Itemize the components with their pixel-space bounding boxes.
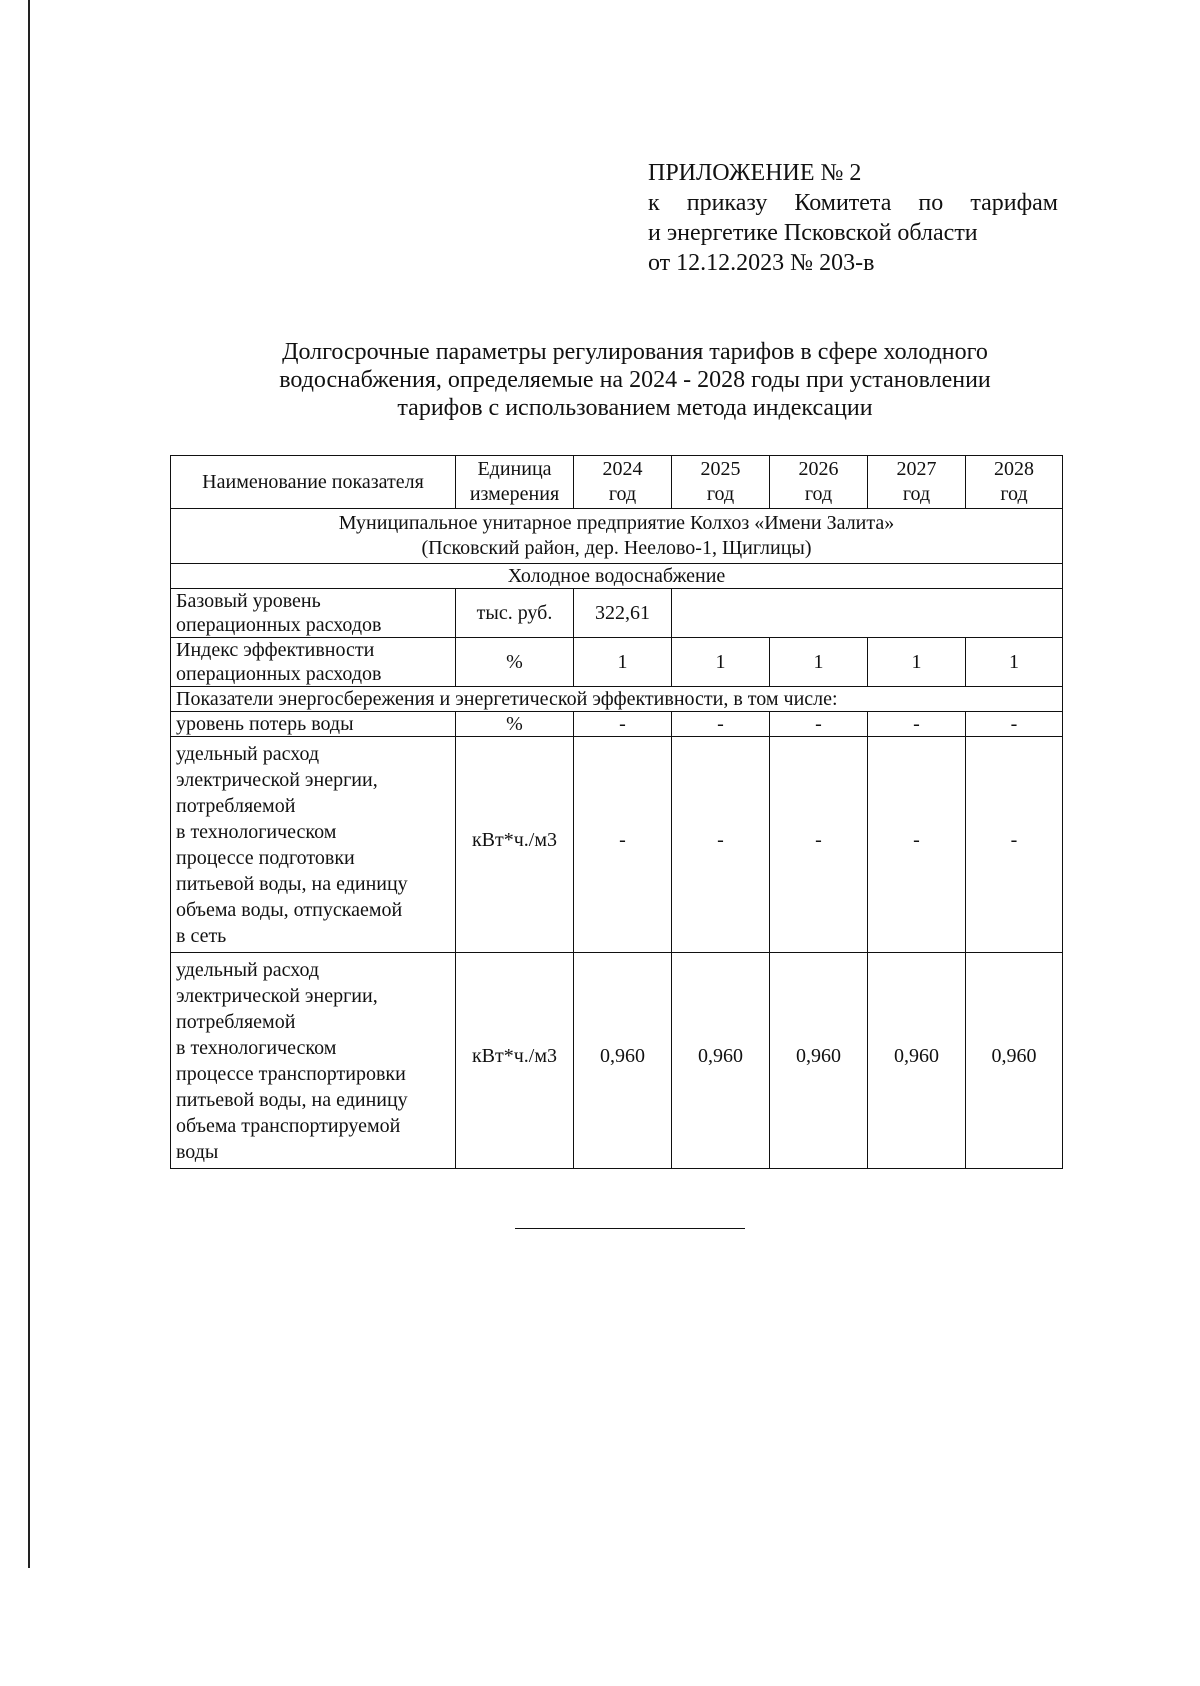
header-unit-line-1: Единица	[477, 458, 552, 480]
row-name-water-loss: уровень потерь воды	[171, 712, 456, 737]
row-value-2026: -	[770, 712, 868, 737]
row-name-line: в технологическом	[176, 1036, 337, 1059]
row-unit: %	[456, 638, 574, 687]
row-value-2028: -	[966, 712, 1063, 737]
document-title-line-3: тарифов с использованием метода индексации	[397, 395, 873, 421]
document-title-line-2: водоснабжения, определяемые на 2024 - 2028 годы при установлении	[279, 367, 991, 393]
header-year-number: 2026	[798, 458, 839, 480]
document-title-line-1: Долгосрочные параметры регулирования тарифов в сфере холодного	[282, 339, 988, 365]
appendix-order-line: к приказу Комитета по тарифам	[648, 190, 1058, 216]
row-value-2026: -	[770, 737, 868, 953]
header-year-2025	[672, 456, 770, 509]
row-name-electric-preparation	[171, 737, 456, 953]
appendix-committee-line: и энергетике Псковской области	[648, 220, 978, 246]
table-header-row	[171, 456, 1063, 509]
row-value-2027: -	[868, 737, 966, 953]
header-year-number: 2025	[700, 458, 741, 480]
energy-section-cell: Показатели энергосбережения и энергетической эффективности, в том числе:	[171, 687, 1063, 712]
header-year-label: год	[608, 483, 637, 505]
row-name-line: питьевой воды, на единицу	[176, 1088, 408, 1111]
row-name-line: питьевой воды, на единицу	[176, 872, 408, 895]
row-name-line: удельный расход	[176, 958, 320, 981]
row-value-2027: 1	[868, 638, 966, 687]
row-value-2026: 0,960	[770, 953, 868, 1169]
row-value-2024: 1	[574, 638, 672, 687]
row-name-line: электрической энергии,	[176, 984, 378, 1007]
row-value-2024: 0,960	[574, 953, 672, 1169]
row-value-2028: -	[966, 737, 1063, 953]
row-value-2024: 322,61	[574, 589, 672, 638]
row-unit: кВт*ч./м3	[456, 737, 574, 953]
header-year-2027	[868, 456, 966, 509]
row-name-base-opex	[171, 589, 456, 638]
organization-name: Муниципальное унитарное предприятие Колхоз «Имени Залита»	[338, 512, 895, 534]
row-name-line: операционных расходов	[176, 614, 382, 636]
appendix-date-line: от 12.12.2023 № 203-в	[648, 250, 875, 276]
header-indicator-name: Наименование показателя	[171, 456, 456, 509]
header-year-label: год	[706, 483, 735, 505]
row-name-line: в технологическом	[176, 820, 337, 843]
organization-row	[171, 509, 1063, 564]
energy-section-row	[171, 687, 1063, 712]
section-cold-water: Холодное водоснабжение	[171, 564, 1063, 589]
table-row	[171, 953, 1063, 1169]
table-row	[171, 712, 1063, 737]
row-value-2028: 0,960	[966, 953, 1063, 1169]
document-title	[225, 338, 1045, 422]
header-year-2028	[966, 456, 1063, 509]
row-name-line: процессе подготовки	[176, 846, 355, 869]
header-year-number: 2028	[994, 458, 1034, 480]
row-name-line: объема воды, отпускаемой	[176, 898, 403, 921]
header-year-number: 2027	[896, 458, 937, 480]
row-name-line: потребляемой	[176, 1010, 296, 1033]
row-name-line: электрической энергии,	[176, 768, 378, 791]
row-value-2028: 1	[966, 638, 1063, 687]
row-unit: кВт*ч./м3	[456, 953, 574, 1169]
header-year-2024	[574, 456, 672, 509]
organization-location: (Псковский район, дер. Неелово-1, Щиглицы)	[421, 537, 812, 559]
row-unit: тыс. руб.	[456, 589, 574, 638]
tariff-parameters-table	[170, 455, 1063, 1169]
row-value-2027: -	[868, 712, 966, 737]
header-year-number: 2024	[602, 458, 643, 480]
section-row	[171, 564, 1063, 589]
row-value-2025: -	[672, 737, 770, 953]
table-row	[171, 589, 1063, 638]
row-value-2025: 0,960	[672, 953, 770, 1169]
row-value-2026: 1	[770, 638, 868, 687]
row-name-line: Базовый уровень	[176, 590, 321, 612]
table-row	[171, 737, 1063, 953]
row-name-electric-transport	[171, 953, 456, 1169]
row-name-efficiency-index	[171, 638, 456, 687]
page-edge-line	[28, 0, 30, 1568]
row-name-line: операционных расходов	[176, 663, 382, 685]
row-name-line: воды	[176, 1140, 219, 1163]
row-name-line: удельный расход	[176, 742, 320, 765]
header-year-label: год	[804, 483, 833, 505]
header-year-label: год	[902, 483, 931, 505]
organization-cell	[171, 509, 1063, 564]
header-year-2026	[770, 456, 868, 509]
header-unit	[456, 456, 574, 509]
appendix-header	[648, 158, 1058, 278]
row-name-line: Индекс эффективности	[176, 639, 375, 661]
row-name-line: потребляемой	[176, 794, 296, 817]
row-name-line: объема транспортируемой	[176, 1114, 401, 1137]
row-name-line: в сеть	[176, 924, 227, 947]
closing-rule	[515, 1228, 745, 1229]
table-row	[171, 638, 1063, 687]
row-empty-cell	[672, 589, 1063, 638]
header-unit-line-2: измерения	[469, 483, 560, 505]
row-value-2025: 1	[672, 638, 770, 687]
row-value-2025: -	[672, 712, 770, 737]
header-year-label: год	[1000, 483, 1028, 505]
row-value-2024: -	[574, 737, 672, 953]
appendix-title: ПРИЛОЖЕНИЕ № 2	[648, 160, 862, 186]
row-name-line: процессе транспортировки	[176, 1062, 406, 1085]
row-value-2027: 0,960	[868, 953, 966, 1169]
row-value-2024: -	[574, 712, 672, 737]
row-unit: %	[456, 712, 574, 737]
